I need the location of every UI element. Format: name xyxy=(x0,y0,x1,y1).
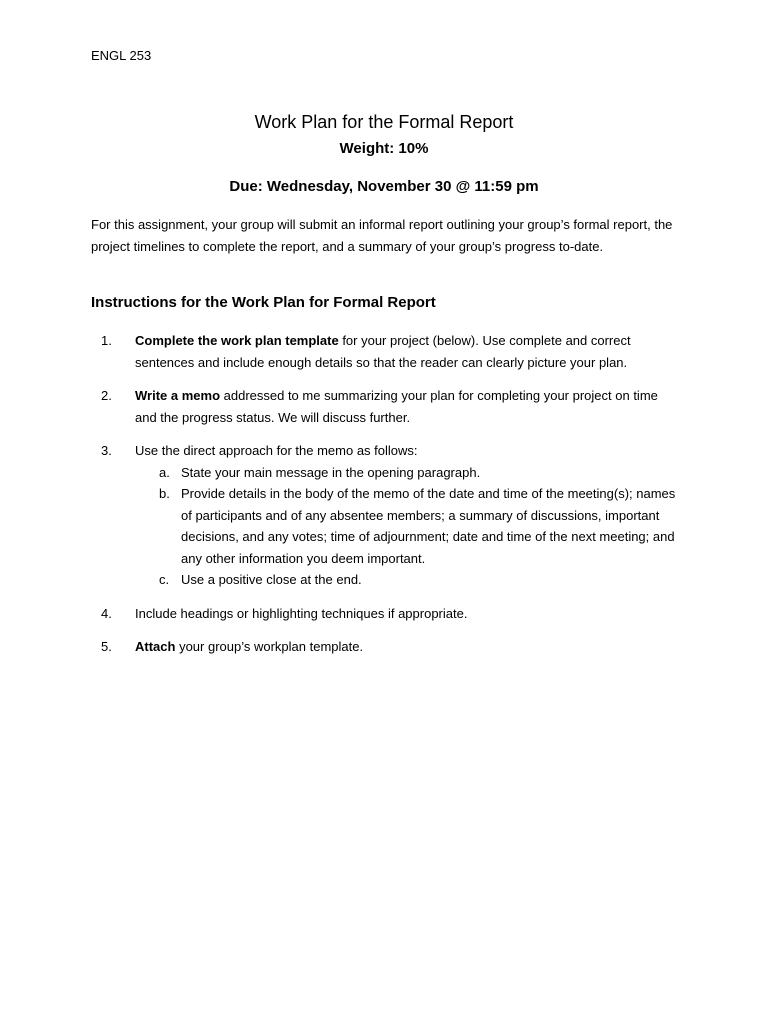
list-number: 2. xyxy=(101,388,112,403)
list-item-bold: Attach xyxy=(135,639,176,654)
list-item-text: for your project (below). Use complete and correct sentences and include enough details so that the reader can clearly picture your plan. xyxy=(135,333,631,370)
sub-item-letter: a. xyxy=(159,464,170,480)
list-item-1 xyxy=(91,330,681,373)
sub-item-a xyxy=(135,462,681,484)
intro-paragraph: For this assignment, your group will submit an informal report outlining your group’s formal report, the project timelines to complete the report, and a summary of your group’s progress to-date. xyxy=(91,217,673,254)
course-code: ENGL 253 xyxy=(91,48,152,63)
instructions-list xyxy=(91,330,681,658)
list-item-bold: Complete the work plan template xyxy=(135,333,339,348)
sub-item-text: State your main message in the opening paragraph. xyxy=(181,464,481,480)
assignment-weight: Weight: 10% xyxy=(339,140,429,157)
list-item-text: addressed to me summarizing your plan for completing your project on time and the progress status. We will discuss further. xyxy=(135,388,658,425)
sub-item-text: Use a positive close at the end. xyxy=(181,572,362,587)
list-item-text: Use the direct approach for the memo as follows: xyxy=(135,443,418,458)
due-date: Due: Wednesday, November 30 @ 11:59 pm xyxy=(229,178,539,195)
sub-item-letter: b. xyxy=(159,486,170,501)
list-number: 5. xyxy=(101,639,112,654)
list-item-4 xyxy=(91,603,681,625)
list-item-5 xyxy=(91,636,681,658)
instructions-heading: Instructions for the Work Plan for Formal Report xyxy=(91,294,436,311)
sub-item-letter: c. xyxy=(159,572,170,587)
list-item-3 xyxy=(91,440,681,591)
sub-item-text: Provide details in the body of the memo of the date and time of the meeting(s); names of participants and of any absentee members; a summary of discussions, important decisions, and any votes; time of adjournment; date and time of the next meeting; and any other information you deem important. xyxy=(181,486,676,566)
list-number: 3. xyxy=(101,443,112,458)
list-item-bold: Write a memo xyxy=(135,388,221,403)
list-number: 1. xyxy=(101,333,112,348)
list-item-text: your group’s workplan template. xyxy=(175,639,364,654)
sub-item-b xyxy=(135,483,681,569)
list-item-text: Include headings or highlighting techniques if appropriate. xyxy=(135,605,468,621)
list-number: 4. xyxy=(101,605,112,621)
document-title: Work Plan for the Formal Report xyxy=(254,112,514,132)
sub-item-c xyxy=(135,569,681,591)
list-item-2 xyxy=(91,385,681,428)
